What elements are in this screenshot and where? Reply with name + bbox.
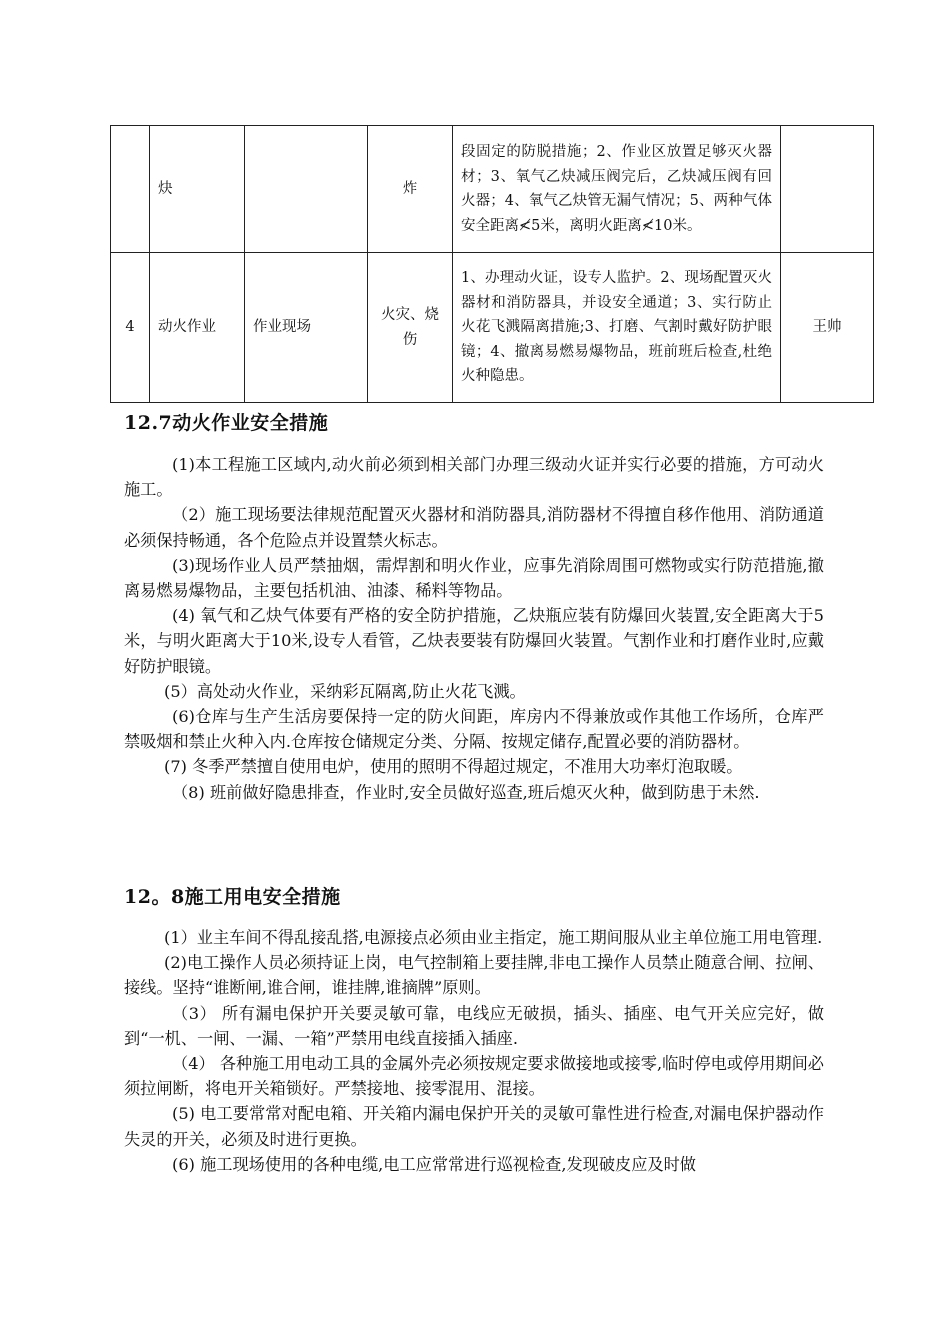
risk-measures-table xyxy=(110,125,874,403)
table-row xyxy=(111,253,874,403)
hazard-cell: 炸 xyxy=(368,126,453,253)
row-number-cell: 4 xyxy=(111,253,150,403)
paragraph: (3)现场作业人员严禁抽烟，需焊割和明火作业，应事先消除周围可燃物或实行防范措施,撤离易燃易爆物品，主要包括机油、油漆、稀料等物品。 xyxy=(124,555,824,601)
location-cell: 作业现场 xyxy=(245,253,368,403)
paragraph: (7) 冬季严禁擅自使用电炉，使用的照明不得超过规定，不准用大功率灯泡取暖。 xyxy=(164,757,743,777)
hazard-cell: 火灾、烧伤 xyxy=(368,253,453,403)
paragraph: (4) 氧气和乙炔气体要有严格的安全防护措施，乙炔瓶应装有防爆回火装置,安全距离大于5米，与明火距离大于10米,设专人看管，乙炔表要装有防爆回火装置。气割作业和打磨作业时,应戴好防护眼镜。 xyxy=(124,606,824,676)
activity-cell: 炔 xyxy=(150,126,245,253)
responsible-cell xyxy=(781,126,874,253)
section-body-hot-work xyxy=(124,452,824,805)
measures-cell: 1、办理动火证，设专人监护。2、现场配置灭火器材和消防器具，并设安全通道；3、实行防止火花飞溅隔离措施;3、打磨、气割时戴好防护眼镜；4、撤离易燃易爆物品，班前班后检查,杜绝火种隐患。 xyxy=(453,253,781,403)
paragraph: (5) 电工要常常对配电箱、开关箱内漏电保护开关的灵敏可靠性进行检查,对漏电保护器动作失灵的开关，必须及时进行更换。 xyxy=(124,1104,824,1149)
paragraph: (6) 施工现场使用的各种电缆,电工应常常进行巡视检查,发现破皮应及时做 xyxy=(172,1154,696,1174)
paragraph: (1)本工程施工区域内,动火前必须到相关部门办理三级动火证并实行必要的措施，方可动火施工。 xyxy=(124,455,824,500)
measures-cell: 段固定的防脱措施；2、作业区放置足够灭火器材；3、氧气乙炔减压阀完后，乙炔减压阀有回火器；4、氧气乙炔管无漏气情况；5、两种气体安全距离≮5米，离明火距离≮10米。 xyxy=(453,126,781,253)
activity-cell: 动火作业 xyxy=(150,253,245,403)
section-heading-hot-work: 12.7动火作业安全措施 xyxy=(124,412,329,434)
location-cell xyxy=(245,126,368,253)
table-row xyxy=(111,126,874,253)
paragraph: （8) 班前做好隐患排查，作业时,安全员做好巡查,班后熄灭火种，做到防患于未然. xyxy=(172,782,760,802)
section-heading-electricity: 12。8施工用电安全措施 xyxy=(124,886,341,908)
paragraph: (5）高处动火作业，采纳彩瓦隔离,防止火花飞溅。 xyxy=(164,681,526,701)
paragraph: (1）业主车间不得乱接乱搭,电源接点必须由业主指定，施工期间服从业主单位施工用电管理. xyxy=(164,928,823,947)
paragraph: （2）施工现场要法律规范配置灭火器材和消防器具,消防器材不得擅自移作他用、消防通道必须保持畅通，各个危险点并设置禁火标志。 xyxy=(124,505,824,550)
paragraph: (6)仓库与生产生活房要保持一定的防火间距，库房内不得兼放或作其他工作场所，仓库严禁吸烟和禁止火种入内.仓库按仓储规定分类、分隔、按规定储存,配置必要的消防器材。 xyxy=(124,707,824,752)
row-number-cell xyxy=(111,126,150,253)
paragraph: (2)电工操作人员必须持证上岗，电气控制箱上要挂牌,非电工操作人员禁止随意合闸、拉闸、接线。坚持“谁断闸,谁合闸，谁挂牌,谁摘牌”原则。 xyxy=(124,953,824,998)
paragraph: （3） 所有漏电保护开关要灵敏可靠，电线应无破损，插头、插座、电气开关应完好，做到“一机、一闸、一漏、一箱”严禁用电线直接插入插座. xyxy=(124,1003,824,1048)
section-body-electricity xyxy=(124,925,824,1177)
responsible-cell: 王帅 xyxy=(781,253,874,403)
paragraph: （4） 各种施工用电动工具的金属外壳必须按规定要求做接地或接零,临时停电或停用期间必须拉闸断，将电开关箱锁好。严禁接地、接零混用、混接。 xyxy=(124,1054,824,1099)
